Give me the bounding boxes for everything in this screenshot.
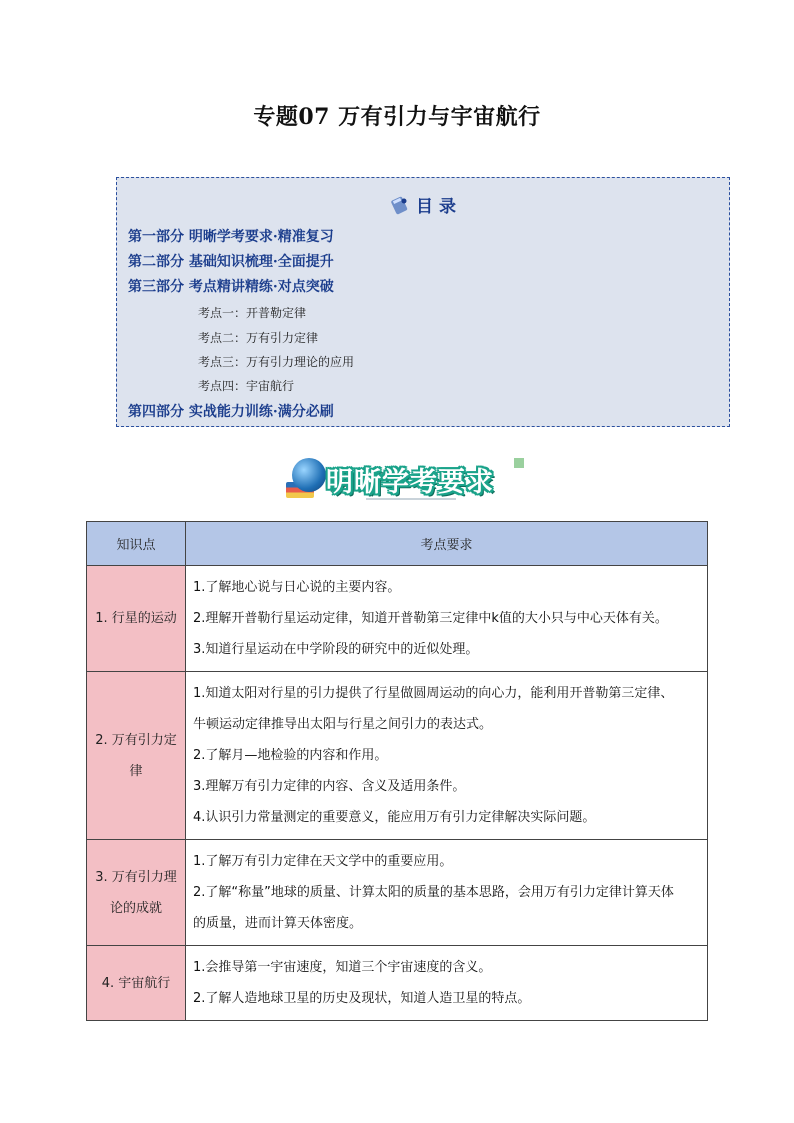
knowledge-cell: 1. 行星的运动 xyxy=(87,566,186,672)
toc-part-1[interactable]: 第一部分 明晰学考要求·精准复习 xyxy=(128,229,334,245)
requirement-line: 牛顿运动定律推导出太阳与行星之间引力的表达式。 xyxy=(193,717,493,732)
requirements-cell xyxy=(186,946,708,1021)
requirement-line: 2.了解“称量”地球的质量、计算太阳的质量的基本思路，会用万有引力定律计算天体 xyxy=(193,885,674,900)
decoration-icon xyxy=(514,458,524,468)
knowledge-cell: 3. 万有引力理论的成就 xyxy=(87,840,186,946)
globe-icon xyxy=(292,458,326,492)
toc-heading xyxy=(117,192,729,217)
toc-subpoint-1[interactable]: 考点一：开普勒定律 xyxy=(198,306,307,320)
knowledge-cell: 2. 万有引力定律 xyxy=(87,672,186,840)
pen-icon xyxy=(390,195,410,215)
banner-underline xyxy=(366,498,456,500)
requirement-line: 2.了解人造地球卫星的历史及现状，知道人造卫星的特点。 xyxy=(193,991,531,1006)
toc-subpoint-4[interactable]: 考点四：宇宙航行 xyxy=(198,379,295,393)
requirements-table xyxy=(86,521,708,1021)
header-knowledge: 知识点 xyxy=(87,522,186,566)
requirement-line: 4.认识引力常量测定的重要意义，能应用万有引力定律解决实际问题。 xyxy=(193,810,596,825)
requirement-line: 1.了解万有引力定律在天文学中的重要应用。 xyxy=(193,854,453,869)
page-title: 专题07 万有引力与宇宙航行 xyxy=(253,104,541,130)
requirement-line: 的质量，进而计算天体密度。 xyxy=(193,916,363,931)
requirement-line: 2.了解月—地检验的内容和作用。 xyxy=(193,748,388,763)
requirements-cell xyxy=(186,672,708,840)
table-of-contents xyxy=(116,177,730,427)
toc-part-3[interactable]: 第三部分 考点精讲精练·对点突破 xyxy=(128,279,334,295)
header-requirements: 考点要求 xyxy=(186,522,708,566)
table-row xyxy=(87,946,708,1021)
table-row xyxy=(87,840,708,946)
banner-text: 明晰学考要求 xyxy=(326,467,494,498)
toc-part-4[interactable]: 第四部分 实战能力训练·满分必刷 xyxy=(128,404,334,420)
requirement-line: 1.了解地心说与日心说的主要内容。 xyxy=(193,580,401,595)
toc-subpoint-2[interactable]: 考点二：万有引力定律 xyxy=(198,331,319,345)
toc-subpoint-3[interactable]: 考点三：万有引力理论的应用 xyxy=(198,355,355,369)
toc-part-2[interactable]: 第二部分 基础知识梳理·全面提升 xyxy=(128,254,334,270)
requirement-line: 3.理解万有引力定律的内容、含义及适用条件。 xyxy=(193,779,466,794)
table-row xyxy=(87,566,708,672)
requirement-line: 2.理解开普勒行星运动定律，知道开普勒第三定律中k值的大小只与中心天体有关。 xyxy=(193,611,668,626)
table-header-row xyxy=(87,522,708,566)
requirements-cell xyxy=(186,566,708,672)
requirement-line: 3.知道行星运动在中学阶段的研究中的近似处理。 xyxy=(193,642,479,657)
knowledge-cell: 4. 宇宙航行 xyxy=(87,946,186,1021)
table-row xyxy=(87,672,708,840)
toc-heading-text: 目 录 xyxy=(416,197,456,217)
section-banner xyxy=(286,452,526,504)
requirement-line: 1.知道太阳对行星的引力提供了行星做圆周运动的向心力，能利用开普勒第三定律、 xyxy=(193,686,674,701)
requirements-cell xyxy=(186,840,708,946)
requirement-line: 1.会推导第一宇宙速度，知道三个宇宙速度的含义。 xyxy=(193,960,492,975)
